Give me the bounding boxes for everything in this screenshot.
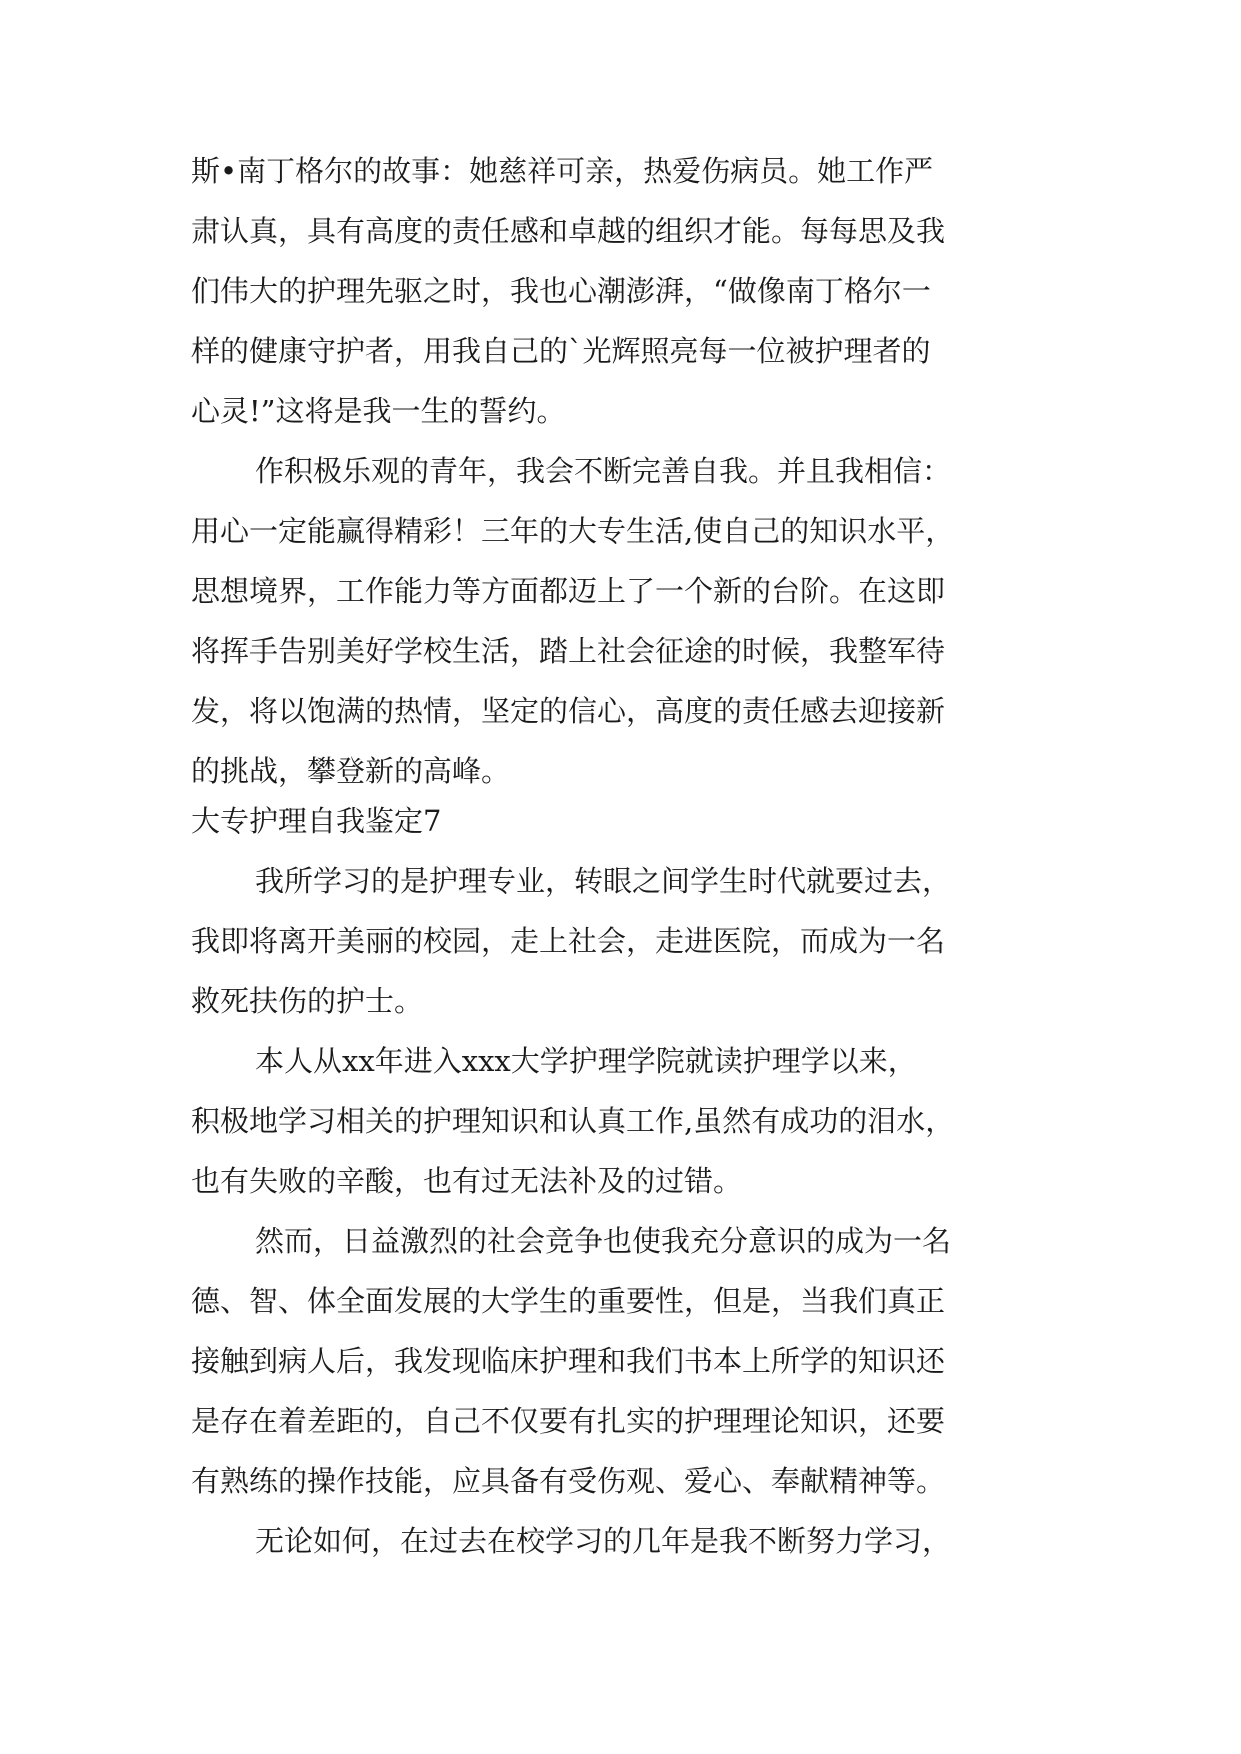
paragraph-line: 的挑战，攀登新的高峰。 <box>191 754 511 788</box>
paragraph-line: 本人从xx年进入xxx大学护理学院就读护理学以来， <box>255 1044 917 1078</box>
paragraph-line: 作积极乐观的青年，我会不断完善自我。并且我相信： <box>255 454 952 488</box>
paragraph-line: 有熟练的操作技能，应具备有受伤观、爱心、奉献精神等。 <box>191 1464 946 1498</box>
paragraph-line: 救死扶伤的护士。 <box>191 984 424 1018</box>
paragraph-line: 思想境界，工作能力等方面都迈上了一个新的台阶。在这即 <box>191 574 946 608</box>
paragraph-line: 斯•南丁格尔的故事：她慈祥可亲，热爱伤病员。她工作严 <box>191 154 934 188</box>
paragraph-line: 肃认真，具有高度的责任感和卓越的组织才能。每每思及我 <box>191 214 946 248</box>
paragraph-line: 发，将以饱满的热情，坚定的信心，高度的责任感去迎接新 <box>191 694 946 728</box>
paragraph-line: 无论如何，在过去在校学习的几年是我不断努力学习， <box>255 1524 952 1558</box>
paragraph-line: 也有失败的辛酸，也有过无法补及的过错。 <box>191 1164 743 1198</box>
paragraph-line: 德、智、体全面发展的大学生的重要性，但是，当我们真正 <box>191 1284 946 1318</box>
paragraph-line: 我所学习的是护理专业，转眼之间学生时代就要过去， <box>255 864 952 898</box>
paragraph-line: 样的健康守护者，用我自己的`光辉照亮每一位被护理者的 <box>191 334 931 368</box>
paragraph-line: 然而，日益激烈的社会竞争也使我充分意识的成为一名 <box>255 1224 952 1258</box>
paragraph-line: 积极地学习相关的护理知识和认真工作,虽然有成功的泪水， <box>191 1104 955 1138</box>
paragraph-line: 们伟大的护理先驱之时，我也心潮澎湃，“做像南丁格尔一 <box>191 274 931 308</box>
paragraph-line: 将挥手告别美好学校生活，踏上社会征途的时候，我整军待 <box>191 634 946 668</box>
paragraph-line: 用心一定能赢得精彩！三年的大专生活,使自己的知识水平， <box>191 514 955 548</box>
section-heading: 大专护理自我鉴定7 <box>191 804 442 838</box>
paragraph-line: 是存在着差距的，自己不仅要有扎实的护理理论知识，还要 <box>191 1404 946 1438</box>
paragraph-line: 我即将离开美丽的校园，走上社会，走进医院，而成为一名 <box>191 924 946 958</box>
paragraph-line: 心灵!”这将是我一生的誓约。 <box>191 394 566 428</box>
paragraph-line: 接触到病人后，我发现临床护理和我们书本上所学的知识还 <box>191 1344 946 1378</box>
